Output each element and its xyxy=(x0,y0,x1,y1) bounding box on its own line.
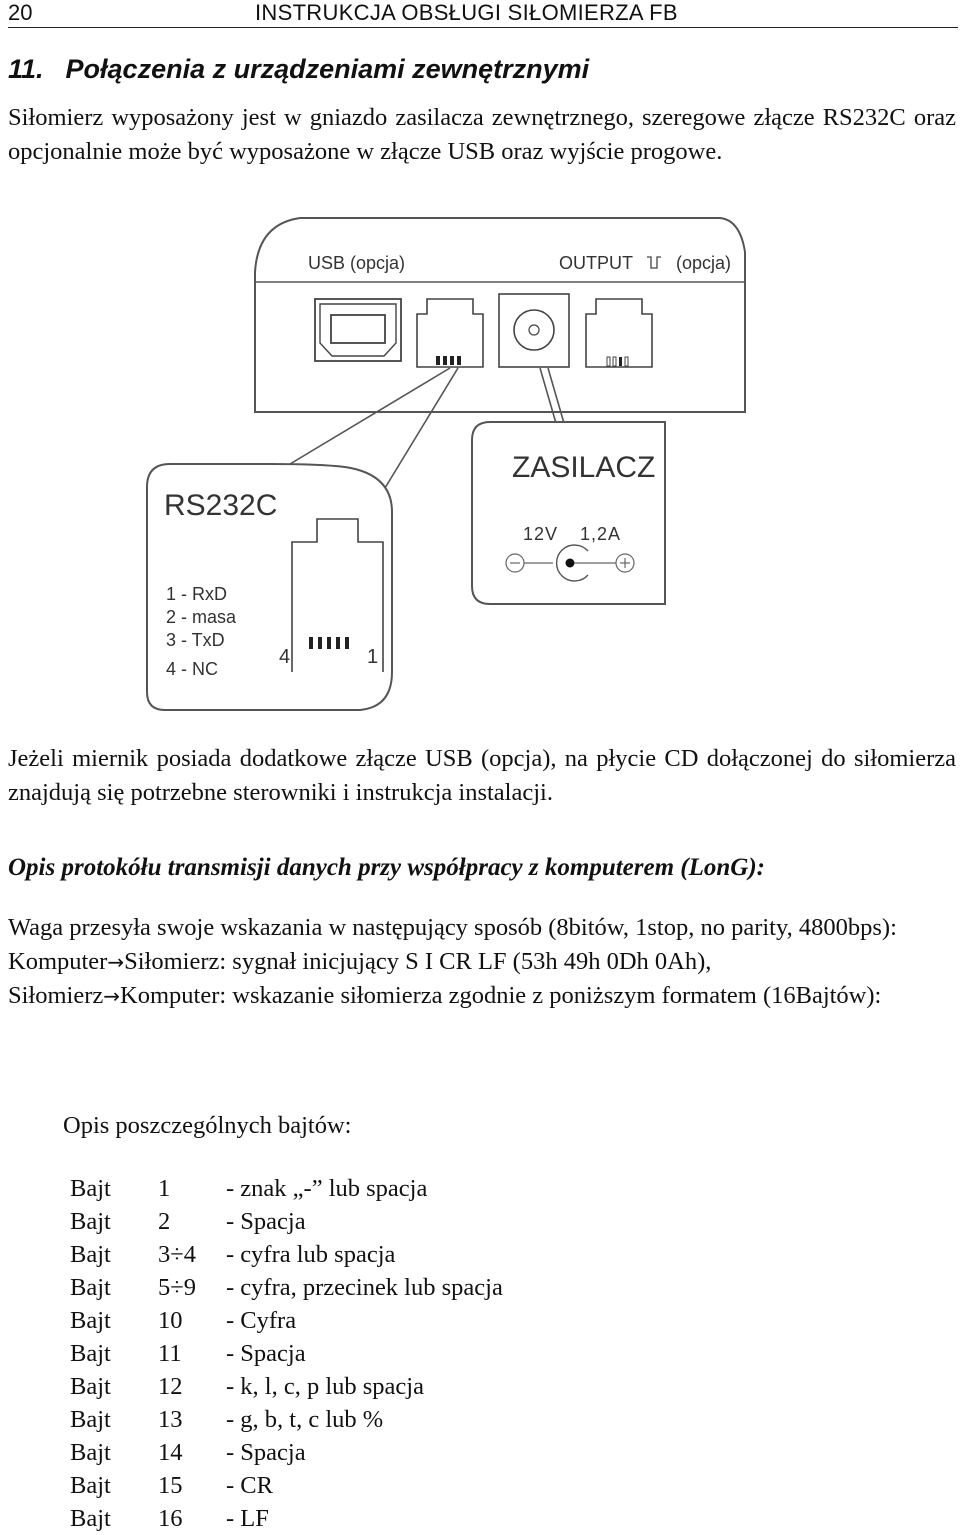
protocol-description xyxy=(8,911,956,1013)
rs232-pin-3: 3 - TxD xyxy=(166,630,225,650)
byte-label: Bajt xyxy=(70,1241,111,1268)
arrow-right-icon: → xyxy=(103,984,121,1008)
rs232-pin-2: 2 - masa xyxy=(166,607,237,627)
byte-label: Bajt xyxy=(70,1472,111,1499)
protocol-request-to: Siłomierz: sygnał inicjujący S I CR LF (53h 49h 0Dh 0Ah), xyxy=(124,948,712,975)
byte-row xyxy=(70,1469,503,1502)
protocol-response-from: Siłomierz xyxy=(8,982,104,1009)
byte-index: 3÷4 xyxy=(158,1241,196,1268)
byte-label: Bajt xyxy=(70,1274,111,1301)
rj-socket-output-icon xyxy=(586,299,652,367)
byte-row xyxy=(70,1436,503,1469)
byte-table xyxy=(70,1172,503,1535)
byte-label: Bajt xyxy=(70,1175,111,1202)
byte-index: 16 xyxy=(158,1505,183,1532)
byte-row xyxy=(70,1304,503,1337)
byte-desc: - LF xyxy=(226,1505,269,1532)
rs232-pin-4: 4 - NC xyxy=(166,659,219,679)
power-title: ZASILACZ xyxy=(512,451,656,484)
byte-label: Bajt xyxy=(70,1208,111,1235)
output-label: OUTPUT xyxy=(559,253,633,273)
byte-desc: - Spacja xyxy=(226,1439,306,1466)
byte-row xyxy=(70,1172,503,1205)
section-title-text: Połączenia z urządzeniami zewnętrznymi xyxy=(65,54,590,84)
byte-label: Bajt xyxy=(70,1406,111,1433)
byte-row xyxy=(70,1238,503,1271)
protocol-request-line xyxy=(8,945,956,979)
rs232-pin-1: 1 - RxD xyxy=(166,584,228,604)
byte-index: 2 xyxy=(158,1208,171,1235)
byte-label: Bajt xyxy=(70,1505,111,1532)
usb-note-paragraph: Jeżeli miernik posiada dodatkowe złącze USB (opcja), na płycie CD dołączonej do siłomierza znajdują się potrzebne sterowniki i instrukcja instalacji. xyxy=(8,745,956,806)
power-current: 1,2A xyxy=(580,524,622,544)
device-panel xyxy=(255,218,745,412)
byte-index: 1 xyxy=(158,1175,171,1202)
byte-index: 12 xyxy=(158,1373,183,1400)
byte-index: 13 xyxy=(158,1406,183,1433)
protocol-response-line xyxy=(8,979,956,1013)
usb-port-icon xyxy=(315,299,401,361)
protocol-response-to: Komputer: wskazanie siłomierza zgodnie z poniższym formatem (16Bajtów): xyxy=(120,982,882,1009)
byte-desc: - Spacja xyxy=(226,1340,306,1367)
byte-desc: - Spacja xyxy=(226,1208,306,1235)
usb-label: USB (opcja) xyxy=(308,253,406,273)
rs232-pin-label-right: 1 xyxy=(367,646,379,668)
byte-row xyxy=(70,1337,503,1370)
byte-row xyxy=(70,1205,503,1238)
byte-label: Bajt xyxy=(70,1439,111,1466)
header-divider xyxy=(8,27,958,28)
byte-index: 15 xyxy=(158,1472,183,1499)
rs232-title: RS232C xyxy=(164,489,278,522)
byte-row xyxy=(70,1370,503,1403)
connector-diagram xyxy=(0,212,960,722)
byte-desc: - Cyfra xyxy=(226,1307,297,1334)
byte-label: Bajt xyxy=(70,1340,111,1367)
protocol-heading: Opis protokółu transmisji danych przy współpracy z komputerem (LonG): xyxy=(8,854,765,881)
section-title xyxy=(8,54,589,85)
byte-row xyxy=(70,1403,503,1436)
byte-index: 11 xyxy=(158,1340,182,1367)
byte-desc: - k, l, c, p lub spacja xyxy=(226,1373,424,1400)
page-number: 20 xyxy=(8,0,33,25)
byte-desc: - znak „-” lub spacja xyxy=(226,1175,428,1202)
byte-row xyxy=(70,1271,503,1304)
output-option-label: (opcja) xyxy=(676,253,732,273)
power-detail-box xyxy=(472,422,665,604)
dc-jack-icon xyxy=(499,294,569,367)
protocol-request-from: Komputer xyxy=(8,948,108,975)
byte-label: Bajt xyxy=(70,1373,111,1400)
byte-desc: - cyfra, przecinek lub spacja xyxy=(226,1274,503,1301)
protocol-format-line: Waga przesyła swoje wskazania w następujący sposób (8bitów, 1stop, no parity, 4800bps): xyxy=(8,914,897,941)
byte-desc: - g, b, t, c lub % xyxy=(226,1406,384,1433)
manual-title: INSTRUKCJA OBSŁUGI SIŁOMIERZA FB xyxy=(255,0,678,25)
power-voltage: 12V xyxy=(523,524,559,544)
intro-paragraph: Siłomierz wyposażony jest w gniazdo zasilacza zewnętrznego, szeregowe złącze RS232C oraz opcjonalnie może być wyposażone w złącze USB oraz wyjście progowe. xyxy=(8,104,956,165)
byte-index: 10 xyxy=(158,1307,183,1334)
byte-row xyxy=(70,1502,503,1535)
byte-desc: - CR xyxy=(226,1472,273,1499)
rs232-callout-line xyxy=(270,368,450,476)
arrow-right-icon: → xyxy=(107,950,125,974)
rj-socket-rs232-icon xyxy=(417,299,483,367)
byte-label: Bajt xyxy=(70,1307,111,1334)
byte-index: 14 xyxy=(158,1439,183,1466)
rs232-pin-label-left: 4 xyxy=(279,646,291,668)
byte-index: 5÷9 xyxy=(158,1274,196,1301)
bytes-heading: Opis poszczególnych bajtów: xyxy=(63,1112,352,1139)
byte-desc: - cyfra lub spacja xyxy=(226,1241,396,1268)
section-number: 11. xyxy=(8,54,44,84)
pulse-icon xyxy=(647,257,661,268)
